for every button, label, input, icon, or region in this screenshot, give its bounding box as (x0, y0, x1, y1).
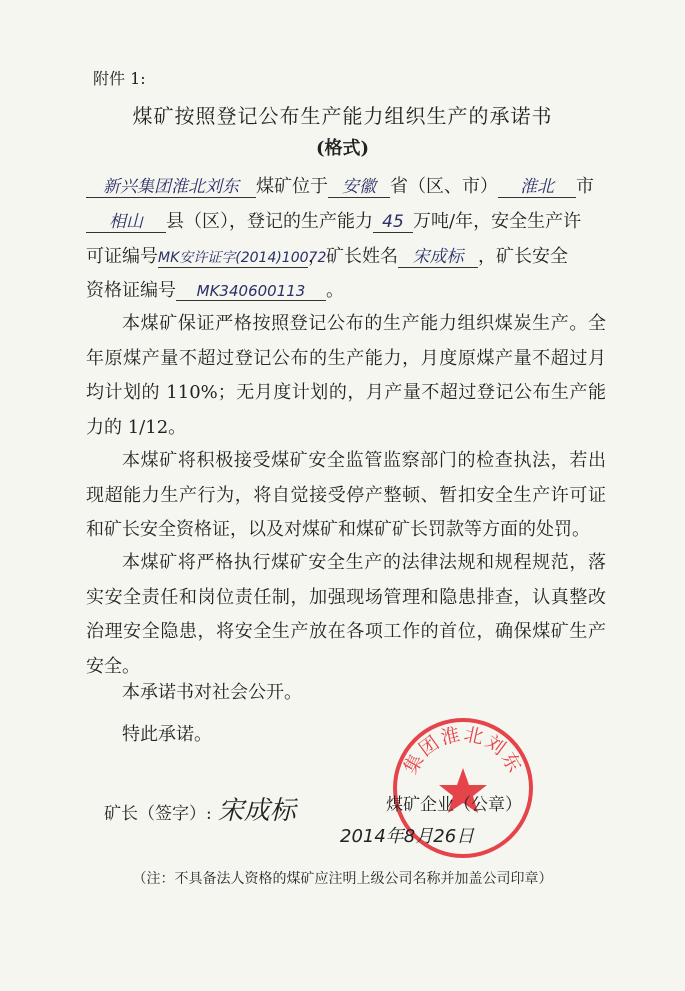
form-text: 资格证编号 (86, 280, 176, 301)
document-subtitle: (格式) (315, 138, 370, 159)
form-text: 煤矿位于 (256, 176, 328, 197)
form-line-1 (86, 172, 594, 198)
permit-number-field: MK安许证字(2014)10072 (158, 247, 308, 268)
sign-date: 2014年8月26日 (340, 826, 475, 847)
form-text: 。 (326, 280, 344, 301)
form-text: 市 (576, 176, 594, 197)
seal-text: 集团淮北刘东 (399, 723, 527, 778)
paragraph-inspection: 本煤矿将积极接受煤矿安全监管监察部门的检查执法，若出现超能力生产行为，将自觉接受停产整顿、暂扣安全生产许可证和矿长安全资格证，以及对煤矿和煤矿矿长罚款等方面的处罚。 (86, 450, 606, 540)
province-field: 安徽 (328, 172, 390, 198)
form-text: 县（区），登记的生产能力 (166, 211, 373, 232)
form-line-4 (86, 276, 344, 302)
manager-signature-block (104, 790, 296, 827)
form-text: ，矿长姓名 (308, 246, 398, 267)
form-line-3 (86, 242, 568, 268)
capacity-field: 45 (373, 212, 413, 233)
manager-signature: 宋成标 (217, 796, 296, 826)
manager-name-field: 宋成标 (398, 242, 478, 268)
paragraph-commitment: 特此承诺。 (122, 724, 212, 745)
county-field: 相山 (86, 207, 166, 233)
city-field: 淮北 (498, 172, 576, 198)
footnote: （注：不具备法人资格的煤矿应注明上级公司名称并加盖公司印章） (132, 871, 553, 887)
paragraph-production: 本煤矿保证严格按照登记公布的生产能力组织煤炭生产。全年原煤产量不超过登记公布的生产能力，月度原煤产量不超过月均计划的 110%；无月度计划的，月产量不超过登记公布生产能力的 1/12。 (86, 313, 606, 438)
signature-label: 矿长（签字）: (104, 804, 212, 824)
form-text: 可证编号 (86, 246, 158, 267)
paragraph-public: 本承诺书对社会公开。 (122, 682, 302, 703)
form-line-2 (86, 207, 581, 233)
form-text: 万吨/年，安全生产许 (413, 211, 582, 232)
mine-name-field: 新兴集团淮北刘东 (86, 172, 256, 198)
form-text: 省（区、市） (390, 176, 498, 197)
company-seal-label: 煤矿企业（公章） (386, 795, 522, 815)
paragraph-safety: 本煤矿将严格执行煤矿安全生产的法律法规和规程规范，落实安全责任和岗位责任制，加强现场管理和隐患排查，认真整改治理安全隐患，将安全生产放在各项工作的首位，确保煤矿生产安全。 (86, 552, 606, 677)
attachment-label: 附件 1: (93, 69, 146, 88)
certificate-number-field: MK340600113 (176, 282, 326, 301)
form-text: ，矿长安全 (478, 246, 568, 267)
document-title: 煤矿按照登记公布生产能力组织生产的承诺书 (132, 104, 553, 128)
